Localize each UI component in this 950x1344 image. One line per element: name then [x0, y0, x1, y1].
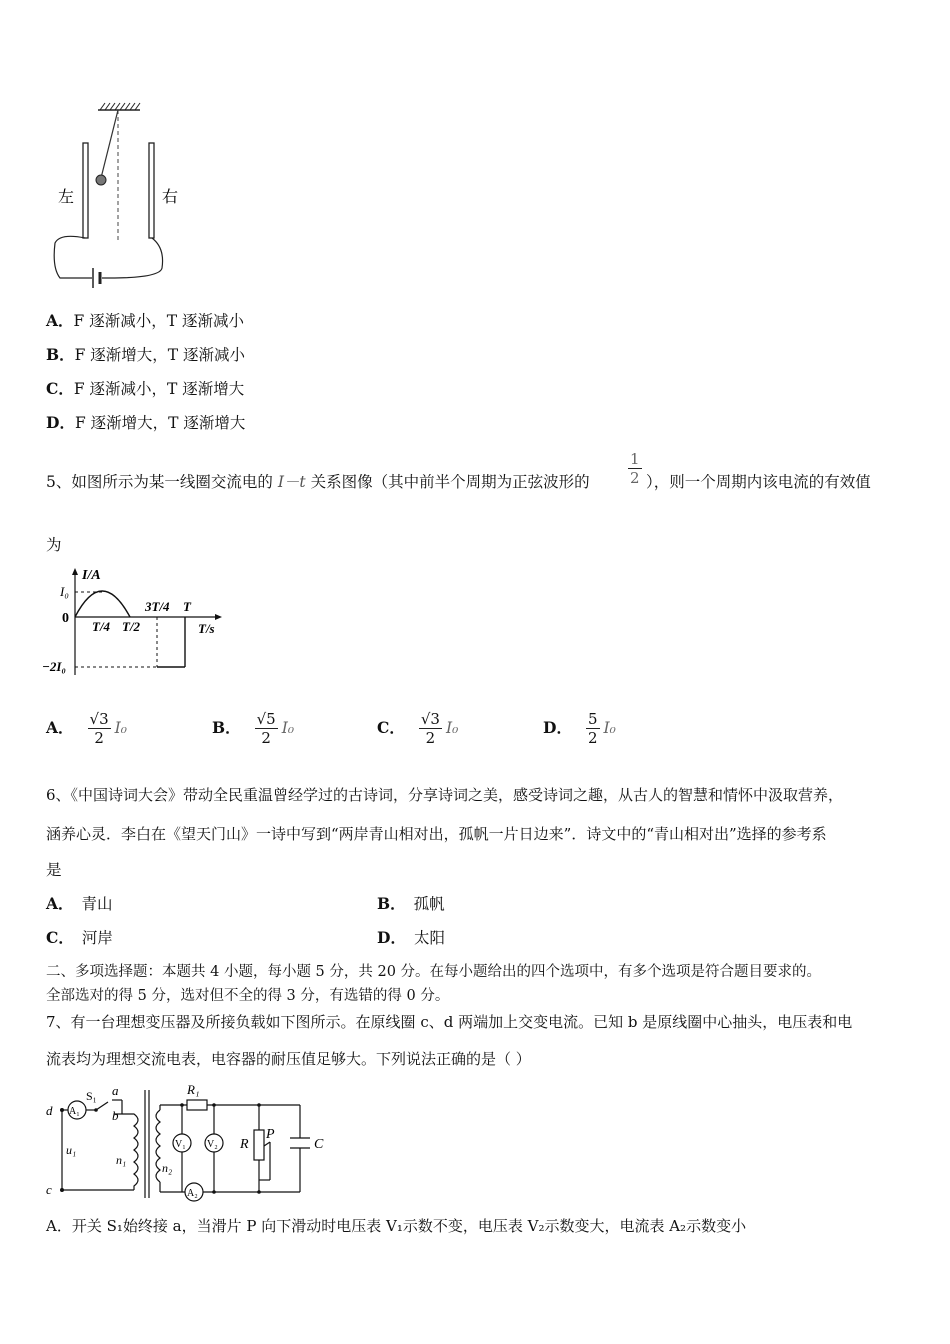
pendulum-figure	[40, 98, 200, 298]
option-text: 太阳	[413, 929, 445, 947]
label-n1: n₁	[116, 1153, 127, 1167]
label-n2: n₂	[162, 1161, 173, 1175]
option-unit: I₀	[281, 719, 295, 737]
q5-stem-tail: ），则一个周期内该电流的有效值	[646, 473, 871, 491]
option-text: 青山	[81, 895, 113, 913]
option-text: 河岸	[81, 929, 113, 947]
option-letter: C．	[46, 379, 74, 398]
right-label: 右	[162, 189, 179, 206]
option-text: F 逐渐减小，T 逐渐增大	[73, 380, 245, 398]
label-r1: R₁	[187, 1082, 200, 1097]
q7-line2: 流表均为理想交流电表，电容器的耐压值足够大。下列说法正确的是（ ）	[46, 1050, 531, 1068]
label-v1: V₁	[175, 1139, 186, 1150]
t34-label: 3T/4	[145, 599, 170, 614]
option-text: F 逐渐减小，T 逐渐减小	[73, 312, 244, 330]
frac-num: √3	[420, 709, 440, 728]
q5-text-1: 5、如图所示为某一线圈交流电的	[46, 473, 273, 491]
label-b: b	[112, 1108, 119, 1123]
q6-option-a[interactable]	[46, 894, 113, 914]
frac-num: √3	[89, 709, 109, 728]
section2-line2: 全部选对的得 5 分，选对但不全的得 3 分，有选错的得 0 分。	[46, 988, 450, 1004]
q5-text-2: 关系图像（其中前半个周期为正弦波形的	[310, 473, 590, 491]
option-letter: C．	[377, 718, 405, 737]
q6-line1: 6、《中国诗词大会》带动全民重温曾经学过的古诗词，分享诗词之美，感受诗词之趣，从古人的智慧和情怀中汲取营养，	[46, 786, 844, 804]
q5-option-c[interactable]	[377, 705, 458, 751]
q6-option-b[interactable]	[377, 894, 445, 914]
label-u1: u₁	[66, 1143, 77, 1157]
i0-label: I₀	[60, 584, 69, 599]
q4-option-d[interactable]	[46, 413, 245, 433]
q5-option-a[interactable]	[46, 705, 127, 751]
option-text: F 逐渐增大，T 逐渐减小	[74, 346, 246, 364]
q6-option-c[interactable]	[46, 928, 113, 948]
q5-stem-line2: 为	[46, 536, 62, 554]
option-unit: I₀	[603, 719, 616, 737]
frac-den: 2	[94, 728, 104, 747]
q7-line1: 7、有一台理想变压器及所接负载如下图所示。在原线圈 c、d 两端加上交变电流。已知 b 是原线圈中心抽头，电压表和电	[46, 1013, 853, 1031]
option-text: 孤帆	[413, 895, 445, 913]
option-letter: B．	[212, 718, 241, 737]
q6-line2: 涵养心灵．李白在《望天门山》一诗中写到“两岸青山相对出，孤帆一片日边来”．诗文中的“青山相对出”选择的参考系	[46, 825, 827, 843]
label-a: a	[112, 1083, 119, 1098]
option-unit: I₀	[114, 719, 127, 737]
it-graph	[40, 565, 230, 680]
q5-option-b[interactable]	[212, 705, 294, 751]
section2-line1: 二、多项选择题：本题共 4 小题，每小题 5 分，共 20 分。在每小题给出的四个选项中，有多个选项是符合题目要求的。	[46, 964, 822, 980]
neg-label: −2I₀	[42, 659, 66, 674]
transformer-circuit	[42, 1080, 342, 1205]
option-letter: A．	[46, 718, 74, 737]
label-d: d	[46, 1103, 53, 1118]
option-unit: I₀	[445, 719, 459, 737]
q4-option-a[interactable]	[46, 311, 244, 331]
label-v2: V₂	[207, 1139, 218, 1150]
t4-label: T/4	[92, 619, 111, 634]
option-letter: A．	[46, 311, 74, 330]
frac-num: √5	[256, 709, 276, 728]
frac-num: 1	[630, 450, 640, 468]
label-a1: A₁	[69, 1106, 80, 1117]
t2-label: T/2	[122, 619, 141, 634]
frac-num: 5	[587, 709, 598, 728]
option-letter: D．	[543, 718, 572, 737]
q4-option-b[interactable]	[46, 345, 245, 365]
option-letter: D．	[377, 928, 406, 947]
frac-den: 2	[630, 469, 640, 487]
option-text: F 逐渐增大，T 逐渐增大	[74, 414, 246, 432]
q5-option-d[interactable]	[543, 705, 616, 751]
option-letter: C．	[46, 928, 74, 947]
q4-option-c[interactable]	[46, 379, 244, 399]
label-c: c	[46, 1182, 52, 1197]
option-letter: D．	[46, 413, 75, 432]
q5-fraction	[628, 450, 642, 487]
label-a2: A₂	[187, 1188, 198, 1199]
frac-den: 2	[587, 728, 598, 747]
label-p: P	[266, 1127, 275, 1142]
option-letter: A．	[46, 894, 74, 913]
left-label: 左	[58, 189, 75, 206]
option-letter: B．	[377, 894, 406, 913]
label-r: R	[240, 1137, 249, 1152]
t-label: T	[183, 599, 191, 614]
origin-label: 0	[62, 611, 69, 626]
x-axis-label: T/s	[198, 621, 215, 636]
q6-option-d[interactable]	[377, 928, 445, 948]
q5-stem	[46, 472, 590, 492]
q7-option-a[interactable]: A．开关 S₁始终接 a，当滑片 P 向下滑动时电压表 V₁示数不变，电压表 V₂示数变大，电流表 A₂示数变小	[46, 1217, 747, 1235]
label-cap: C	[314, 1137, 324, 1152]
option-letter: B．	[46, 345, 75, 364]
label-s1: S₁	[86, 1089, 97, 1103]
frac-den: 2	[425, 728, 436, 747]
q6-line3: 是	[46, 861, 62, 879]
frac-den: 2	[261, 728, 271, 747]
q5-it-label: I－t	[277, 473, 306, 491]
y-axis-label: I/A	[82, 568, 101, 583]
